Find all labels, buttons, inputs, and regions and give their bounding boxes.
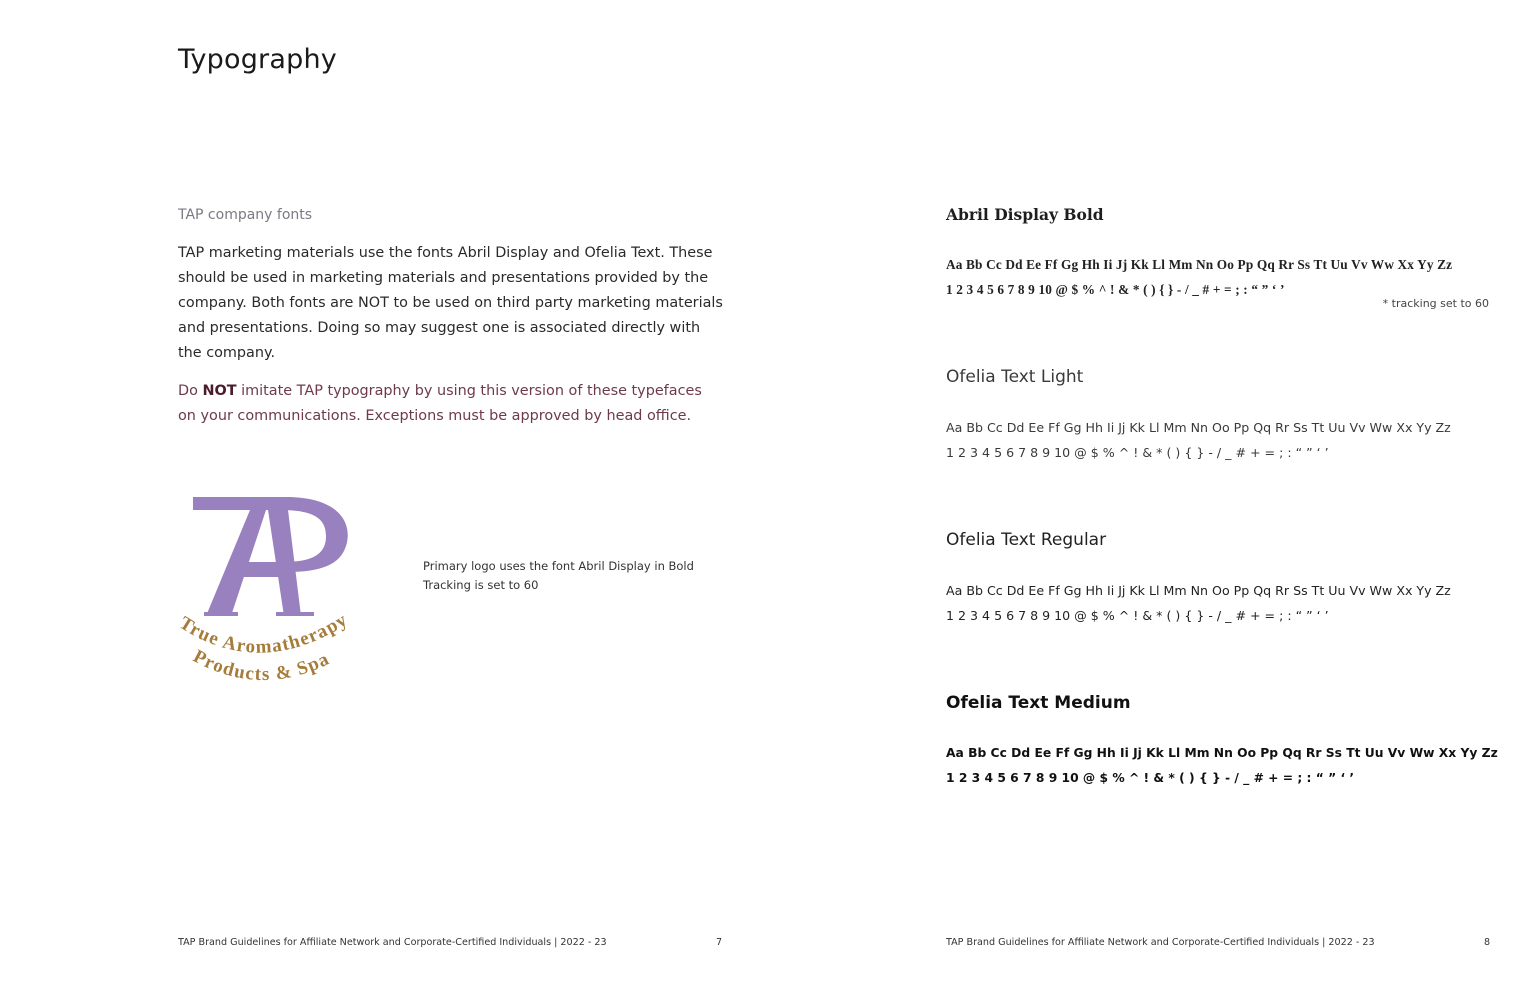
font-name: Abril Display Bold bbox=[946, 205, 1104, 224]
font-name: Ofelia Text Regular bbox=[946, 530, 1107, 550]
alphabet-sample: Aa Bb Cc Dd Ee Ff Gg Hh Ii Jj Kk Ll Mm Nn Oo Pp Qq Rr Ss Tt Uu Vv Ww Xx Yy Zz bbox=[946, 420, 1451, 435]
body-paragraph: TAP marketing materials use the fonts Abril Display and Ofelia Text. These should be used in marketing materials and presentations provided by the company. Both fonts are NOT to be used on third party marketing materials and presentations. Doing so may suggest one is associated directly with the company. bbox=[178, 245, 723, 361]
warning-text-pre: Do bbox=[178, 383, 203, 399]
font-name: Ofelia Text Medium bbox=[946, 693, 1131, 713]
logo-tagline-line1: True Aromatherapy bbox=[175, 609, 352, 658]
page-number-right: 8 bbox=[1484, 937, 1491, 948]
warning-emphasis: NOT bbox=[202, 383, 237, 399]
numeral-sample: 1 2 3 4 5 6 7 8 9 10 @ $ % ^ ! & * ( ) { } - / _ # + = ; : “ ” ‘ ’ bbox=[946, 445, 1329, 460]
font-name: Ofelia Text Light bbox=[946, 367, 1084, 387]
footer-text-right: TAP Brand Guidelines for Affiliate Network and Corporate-Certified Individuals | 2022 - 23 bbox=[946, 937, 1375, 948]
logo-caption-line1: Primary logo uses the font Abril Display in Bold bbox=[423, 559, 694, 573]
warning-text-post: imitate TAP typography by using this version of these typefaces on your communications. Exceptions must be approved by head office. bbox=[178, 383, 702, 424]
numeral-sample: 1 2 3 4 5 6 7 8 9 10 @ $ % ^ ! & * ( ) { } - / _ # + = ; : “ ” ‘ ’ bbox=[946, 608, 1329, 623]
font-specimen-ofelia-medium bbox=[946, 693, 1506, 791]
numeral-sample: 1 2 3 4 5 6 7 8 9 10 @ $ % ^ ! & * ( ) { } - / _ # + = ; : “ ” ‘ ’ bbox=[946, 282, 1285, 297]
footer-text-left: TAP Brand Guidelines for Affiliate Network and Corporate-Certified Individuals | 2022 - 23 bbox=[178, 937, 607, 948]
font-specimen-abril-display-bold bbox=[946, 205, 1506, 302]
section-label: TAP company fonts bbox=[178, 207, 313, 223]
alphabet-sample: Aa Bb Cc Dd Ee Ff Gg Hh Ii Jj Kk Ll Mm Nn Oo Pp Qq Rr Ss Tt Uu Vv Ww Xx Yy Zz bbox=[946, 746, 1498, 760]
numeral-sample: 1 2 3 4 5 6 7 8 9 10 @ $ % ^ ! & * ( ) { } - / _ # + = ; : “ ” ‘ ’ bbox=[946, 771, 1355, 785]
logo-caption bbox=[423, 557, 694, 594]
logo-a-crossbar bbox=[226, 568, 288, 577]
tap-logo bbox=[168, 488, 368, 698]
page-title: Typography bbox=[178, 44, 337, 75]
font-specimen-ofelia-light bbox=[946, 367, 1506, 465]
alphabet-sample: Aa Bb Cc Dd Ee Ff Gg Hh Ii Jj Kk Ll Mm Nn Oo Pp Qq Rr Ss Tt Uu Vv Ww Xx Yy Zz bbox=[946, 257, 1453, 272]
warning-paragraph bbox=[178, 379, 723, 429]
logo-tagline-line2: Products & Spa bbox=[189, 645, 334, 686]
logo-caption-line2: Tracking is set to 60 bbox=[423, 577, 539, 592]
font-specimen-ofelia-regular bbox=[946, 530, 1506, 628]
tracking-note: * tracking set to 60 bbox=[1382, 297, 1489, 310]
page-number-left: 7 bbox=[716, 937, 723, 948]
alphabet-sample: Aa Bb Cc Dd Ee Ff Gg Hh Ii Jj Kk Ll Mm Nn Oo Pp Qq Rr Ss Tt Uu Vv Ww Xx Yy Zz bbox=[946, 583, 1451, 598]
logo-p-shape bbox=[193, 497, 348, 572]
